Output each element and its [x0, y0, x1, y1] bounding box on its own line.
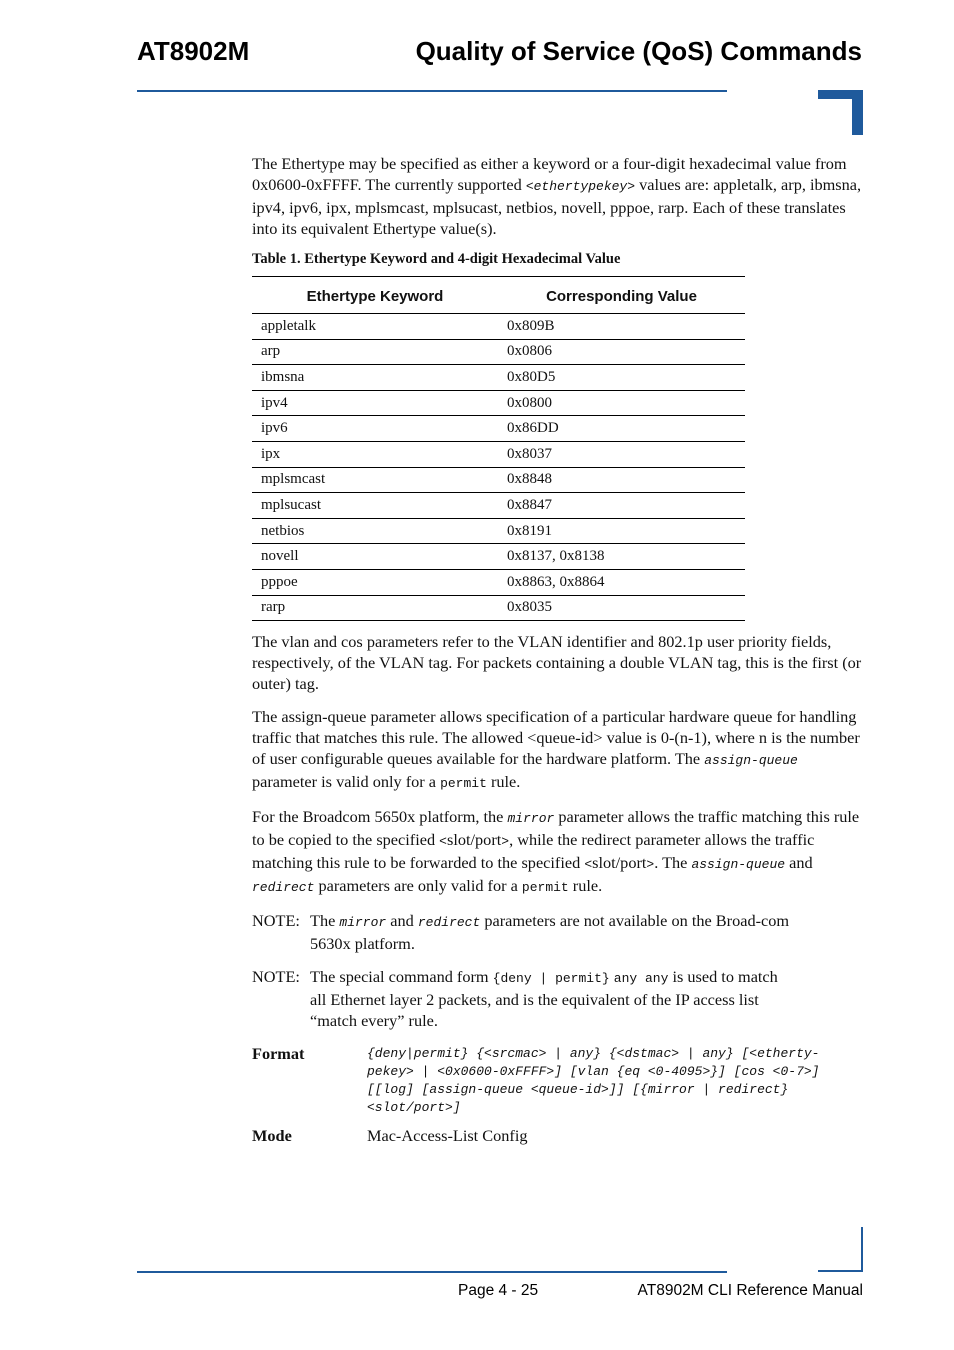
value-cell: 0x809B: [498, 314, 745, 340]
intro-paragraph: The Ethertype may be specified as either a keyword or a four-digit hexadecimal value from 0x0600-0xFFFF. The currently supported <ethertypekey> values are: appletalk, arp, ibmsna, ipv4, ipv6, ipx, mplsmcast, mplsucast, netbios, novell, pppoe, rarp. Each of these translates into its equivalent Ethertype value(s).: [252, 154, 862, 238]
table-row: [252, 518, 745, 544]
table-row: [252, 365, 745, 391]
note-text: The mirror and redirect parameters are not available on the Broad-com 5630x platform.: [310, 911, 790, 954]
manual-title: AT8902M CLI Reference Manual: [637, 1282, 863, 1299]
value-cell: 0x8137, 0x8138: [498, 544, 745, 570]
mirror-paragraph: For the Broadcom 5650x platform, the mirror parameter allows the traffic matching this rule to be copied to the specified <slot/port>, while the redirect parameter allows the traffic matching this rule to be forwarded to the specified <slot/port>. The assign-queue and redirect parameters are only valid for a permit rule.: [252, 807, 860, 896]
header-product: AT8902M: [137, 36, 250, 66]
mode-value: Mac-Access-List Config: [367, 1126, 528, 1146]
value-cell: 0x86DD: [498, 416, 745, 442]
table-row: [252, 314, 745, 340]
column-header: Ethertype Keyword: [252, 277, 498, 314]
format-row: [252, 1043, 864, 1117]
value-cell: 0x8191: [498, 518, 745, 544]
assign-queue-paragraph: The assign-queue parameter allows specification of a particular hardware queue for handling traffic that matches this rule. The allowed <queue-id> value is 0-(n-1), where n is the number of user configurable queues available for the hardware platform. The assign-queue parameter is valid only for a permit rule.: [252, 707, 860, 792]
column-header: Corresponding Value: [498, 277, 745, 314]
value-cell: 0x8847: [498, 493, 745, 519]
value-cell: 0x8848: [498, 467, 745, 493]
table-row: [252, 441, 745, 467]
table-row: [252, 390, 745, 416]
value-cell: 0x8037: [498, 441, 745, 467]
keyword-cell: novell: [252, 544, 498, 570]
page-body: [252, 153, 864, 1146]
table-row: [252, 595, 745, 621]
value-cell: 0x8035: [498, 595, 745, 621]
ethertype-table: [252, 276, 745, 621]
note-mirror-redirect: [252, 910, 864, 954]
keyword-cell: mplsmcast: [252, 467, 498, 493]
page-number: Page 4 - 25: [458, 1282, 539, 1299]
keyword-cell: netbios: [252, 518, 498, 544]
value-cell: 0x80D5: [498, 365, 745, 391]
note-label: NOTE:: [252, 911, 300, 931]
keyword-cell: ipv4: [252, 390, 498, 416]
table-row: [252, 416, 745, 442]
note-label: NOTE:: [252, 967, 300, 987]
table-row: [252, 569, 745, 595]
table-caption: Table 1. Ethertype Keyword and 4-digit Hexadecimal Value: [252, 251, 621, 267]
keyword-cell: appletalk: [252, 314, 498, 340]
keyword-cell: ipx: [252, 441, 498, 467]
keyword-cell: mplsucast: [252, 493, 498, 519]
footer-rule: [137, 1271, 727, 1273]
note-special-form: [252, 966, 864, 1031]
format-syntax: {deny|permit} {<srcmac> | any} {<dstmac> | any} [<etherty-pekey> | <0x0600-0xFFFF>] [vlan {eq <0-4095>}] [cos <0-7>] [[log] [assign-queue <queue-id>]] [{mirror | redirect} <slot/port>]: [367, 1046, 820, 1116]
keyword-cell: ibmsna: [252, 365, 498, 391]
value-cell: 0x0806: [498, 339, 745, 365]
table-row: [252, 339, 745, 365]
header-rule: [137, 90, 727, 92]
note-text: The special command form {deny | permit} any any is used to match all Ethernet layer 2 packets, and is the equivalent of the IP access list “match every” rule.: [310, 967, 778, 1031]
mode-label: Mode: [252, 1126, 292, 1146]
keyword-cell: arp: [252, 339, 498, 365]
keyword-cell: pppoe: [252, 569, 498, 595]
value-cell: 0x0800: [498, 390, 745, 416]
footer-corner-mark: [818, 1227, 863, 1272]
header-chapter-title: Quality of Service (QoS) Commands: [415, 36, 862, 66]
table-row: [252, 467, 745, 493]
value-cell: 0x8863, 0x8864: [498, 569, 745, 595]
vlan-paragraph: The vlan and cos parameters refer to the VLAN identifier and 802.1p user priority fields, respectively, of the VLAN tag. For packets containing a double VLAN tag, this is the first (or outer) tag.: [252, 632, 862, 694]
table-row: [252, 544, 745, 570]
format-label: Format: [252, 1044, 305, 1064]
keyword-cell: ipv6: [252, 416, 498, 442]
mode-row: [252, 1125, 864, 1146]
keyword-cell: rarp: [252, 595, 498, 621]
header-corner-mark: [818, 90, 863, 135]
table-row: [252, 493, 745, 519]
